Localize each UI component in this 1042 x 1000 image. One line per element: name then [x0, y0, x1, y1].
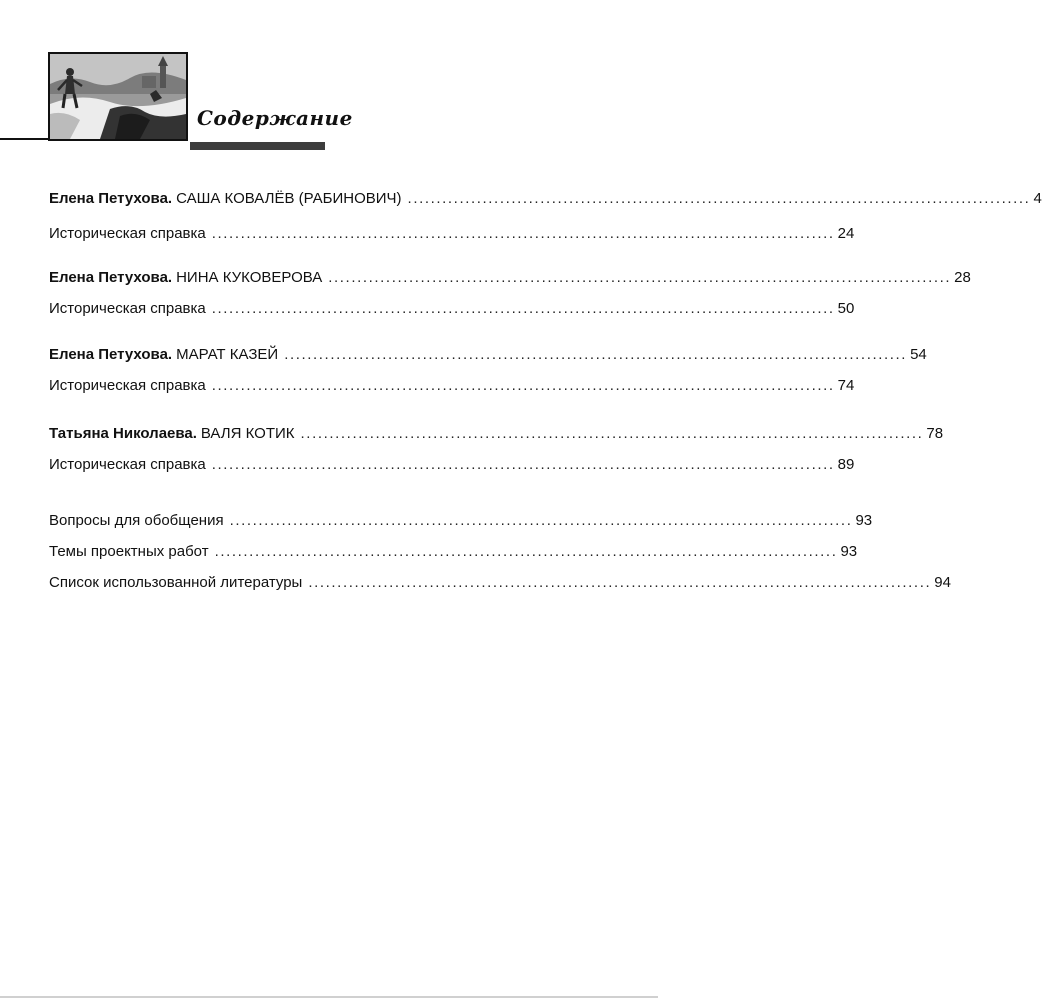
- toc-page-number: 93: [855, 512, 873, 529]
- toc-leader-dots: ............................................................................................................: [328, 269, 952, 286]
- toc-author: Татьяна Николаева.: [49, 425, 197, 442]
- toc-text: Список использованной литературы: [49, 574, 303, 591]
- toc-page-number: 50: [837, 300, 855, 317]
- toc-page-number: 4: [1033, 190, 1042, 207]
- toc-entry[interactable]: [49, 454, 855, 476]
- header-illustration: [48, 52, 188, 141]
- toc-page-number: 24: [837, 225, 855, 242]
- toc-work-title: САША КОВАЛЁВ (РАБИНОВИЧ): [176, 190, 402, 207]
- toc-text: Темы проектных работ: [49, 543, 209, 560]
- toc-entry[interactable]: [49, 223, 855, 245]
- toc-work-title: НИНА КУКОВЕРОВА: [176, 269, 323, 286]
- winter-scene-image: [50, 54, 186, 139]
- toc-page-number: 54: [910, 346, 927, 363]
- toc-entry[interactable]: [49, 423, 944, 445]
- toc-entry[interactable]: [49, 375, 855, 397]
- toc-text: Историческая справка: [49, 225, 206, 242]
- toc-entry[interactable]: [49, 541, 858, 563]
- toc-page-number: 93: [840, 543, 858, 560]
- toc-author: Елена Петухова.: [49, 269, 173, 286]
- toc-leader-dots: ............................................................................................................: [211, 377, 835, 394]
- toc-page-number: 74: [837, 377, 855, 394]
- toc-entry[interactable]: [49, 298, 855, 320]
- page-bottom-edge: [0, 996, 658, 998]
- toc-leader-dots: ............................................................................................................: [407, 190, 1031, 207]
- toc-work-title: МАРАТ КАЗЕЙ: [176, 346, 279, 363]
- toc-leader-dots: ............................................................................................................: [211, 225, 835, 242]
- toc-page-number: 78: [926, 425, 944, 442]
- toc-page-number: 28: [954, 269, 971, 286]
- toc-leader-dots: ............................................................................................................: [211, 300, 835, 317]
- toc-text: Историческая справка: [49, 377, 206, 394]
- toc-page-number: 89: [837, 456, 855, 473]
- page-header: [0, 0, 658, 160]
- toc-entry[interactable]: [49, 344, 927, 366]
- toc-entry[interactable]: [49, 572, 951, 594]
- toc-text: Историческая справка: [49, 300, 206, 317]
- toc-text: Историческая справка: [49, 456, 206, 473]
- toc-leader-dots: ............................................................................................................: [284, 346, 908, 363]
- toc-entry[interactable]: [49, 510, 873, 532]
- toc-leader-dots: ............................................................................................................: [300, 425, 924, 442]
- toc-leader-dots: ............................................................................................................: [214, 543, 838, 560]
- toc-leader-dots: ............................................................................................................: [211, 456, 835, 473]
- toc-work-title: ВАЛЯ КОТИК: [200, 425, 295, 442]
- title-underline-bar: [190, 142, 325, 150]
- toc-text: Вопросы для обобщения: [49, 512, 224, 529]
- toc-entry[interactable]: [49, 188, 1042, 210]
- toc-page-number: 94: [934, 574, 951, 591]
- toc-entry[interactable]: [49, 267, 971, 289]
- toc-leader-dots: ............................................................................................................: [229, 512, 853, 529]
- toc-leader-dots: ............................................................................................................: [308, 574, 932, 591]
- toc-author: Елена Петухова.: [49, 190, 173, 207]
- toc-author: Елена Петухова.: [49, 346, 173, 363]
- page-title: Содержание: [197, 106, 353, 130]
